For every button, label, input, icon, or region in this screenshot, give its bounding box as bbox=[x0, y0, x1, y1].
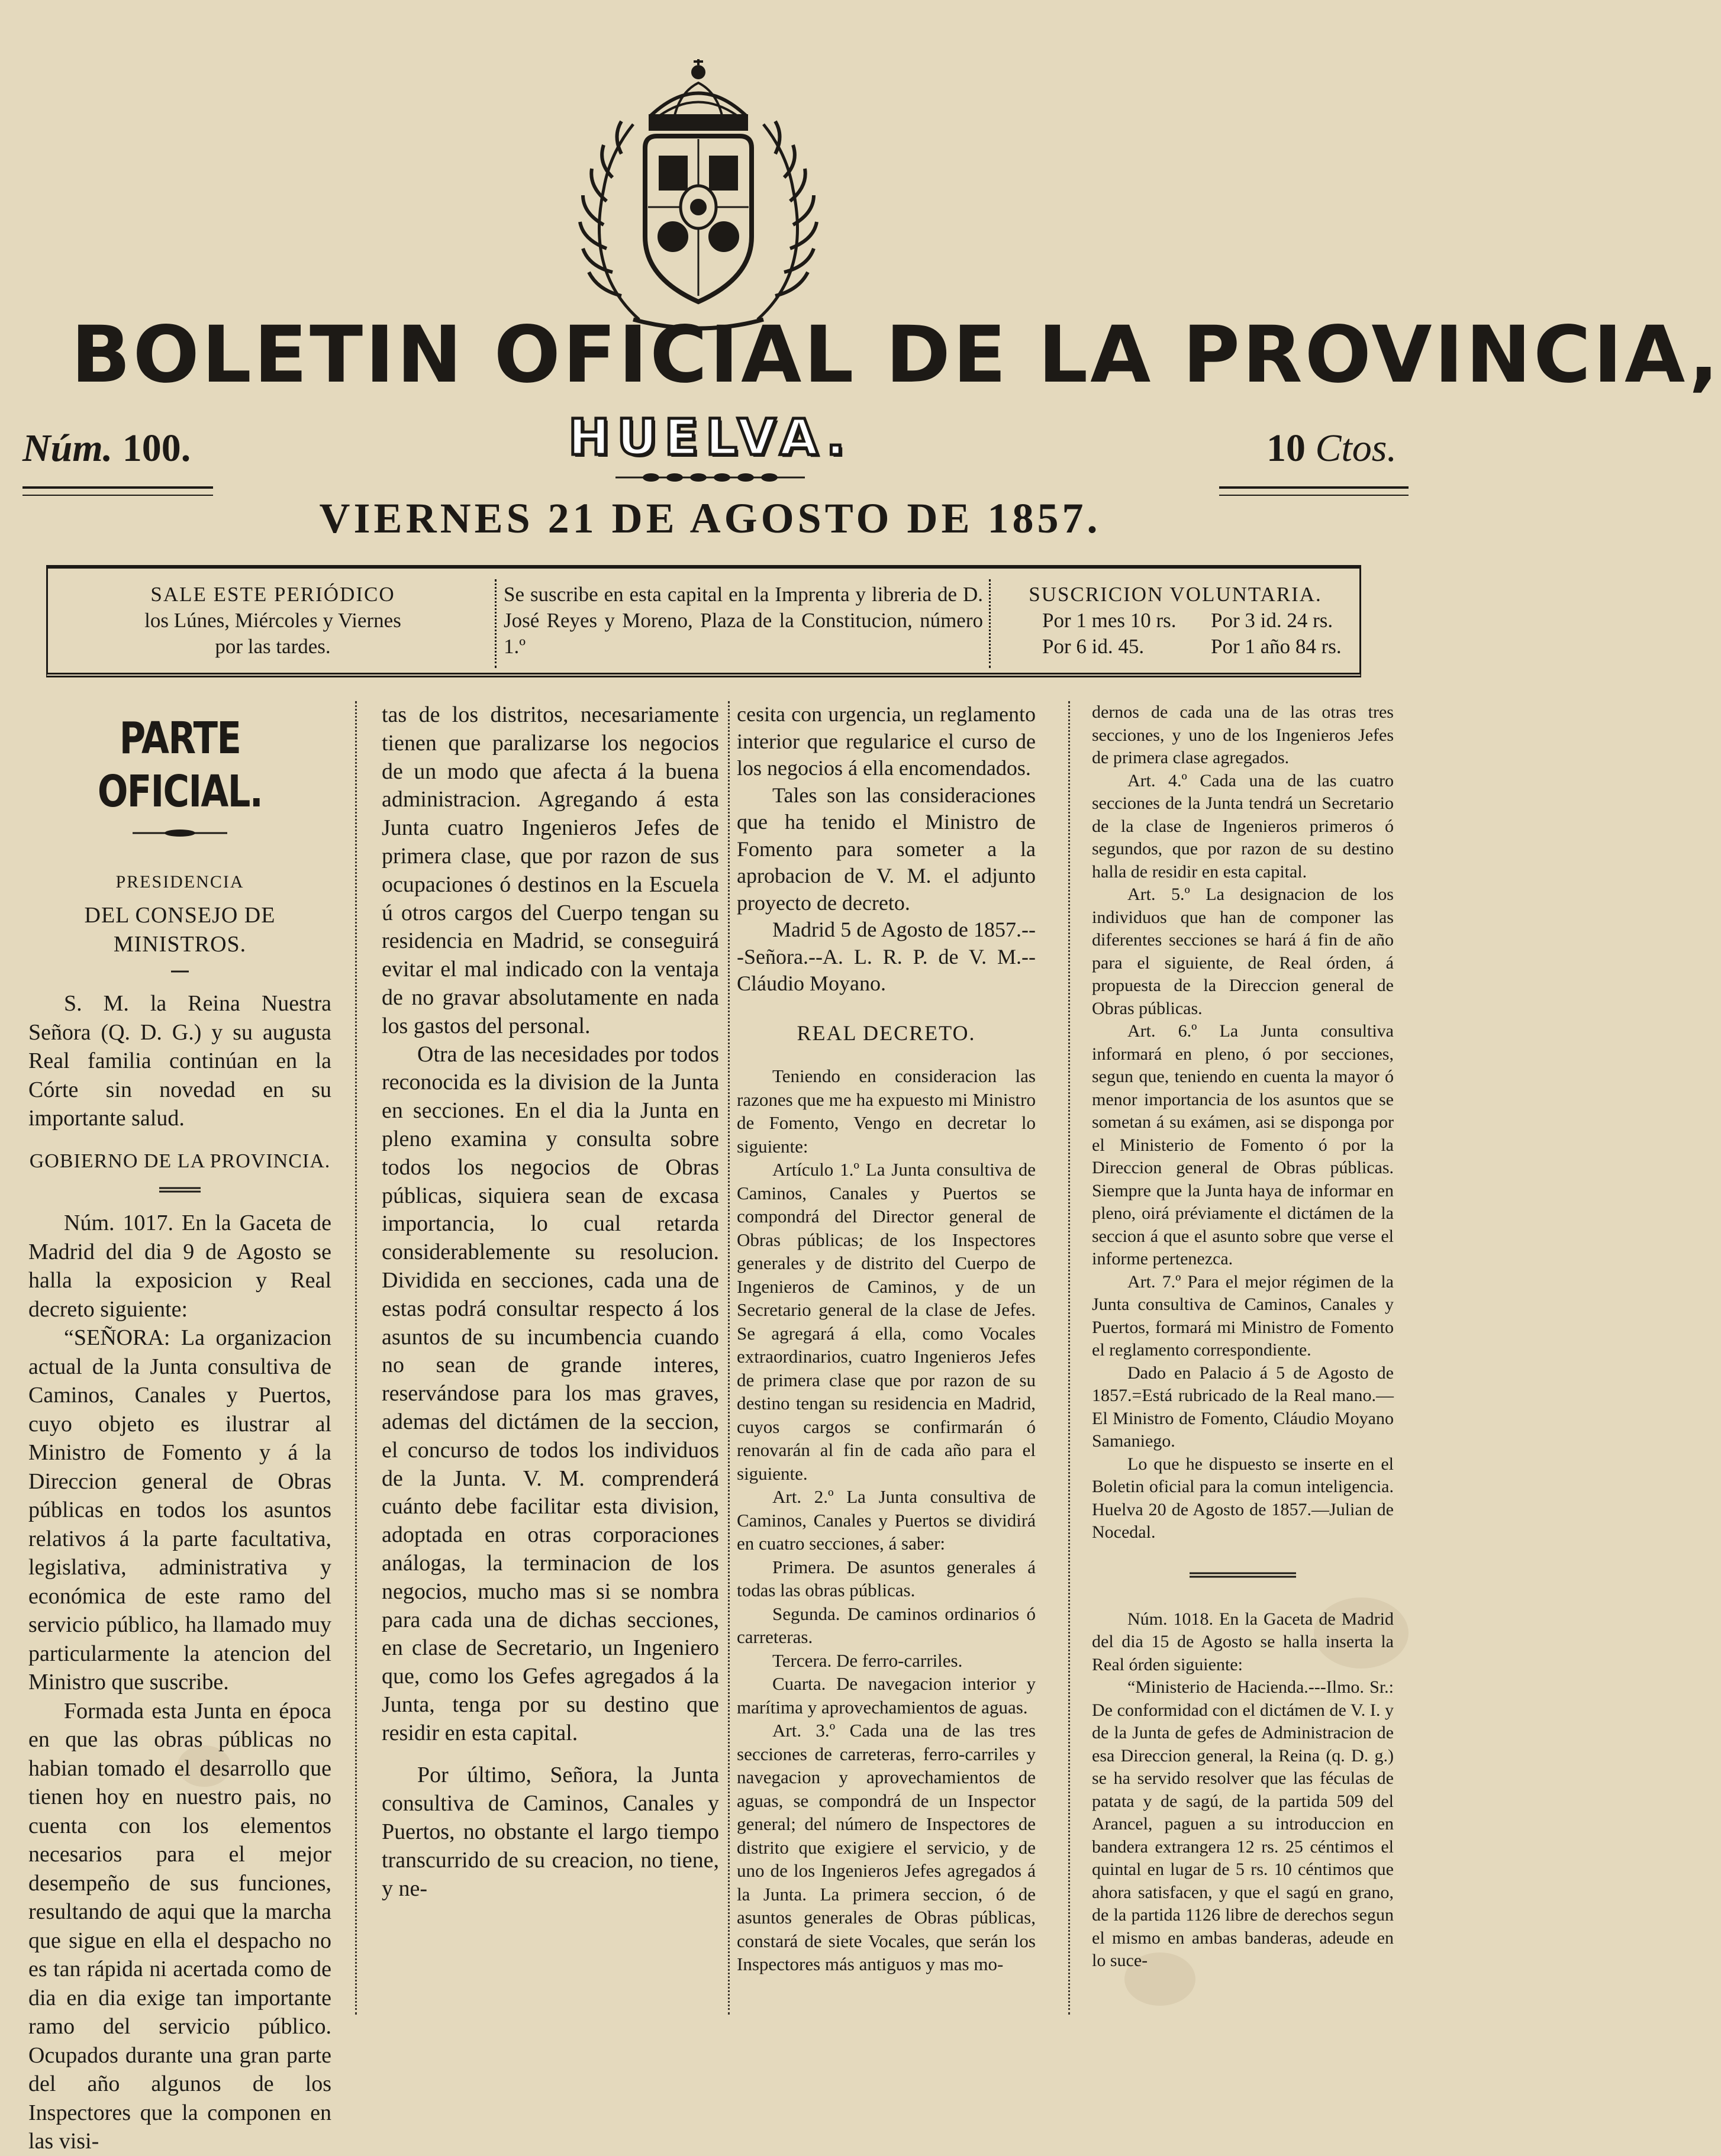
schedule-time: por las tardes. bbox=[215, 635, 331, 658]
issue-number-label: Núm. bbox=[22, 427, 113, 470]
paragraph: Cuarta. De navegacion interior y marítima y aprovechamientos de aguas. bbox=[737, 1673, 1036, 1718]
royal-coat-of-arms-icon bbox=[533, 59, 864, 331]
schedule-title: SALE ESTE PERIÓDICO bbox=[150, 583, 395, 606]
paragraph: cesita con urgencia, un reglamento interior que regularice el curso de los negocios á ella encomendados. bbox=[737, 702, 1036, 780]
paragraph: Art. 5.º La designacion de los individuos que han de componer las diferentes secciones se hará á fin de año para el siguiente, de Real órden, á propuesta de la Direccion general de Obras públicas. bbox=[1092, 885, 1394, 1018]
section-title: PARTE OFICIAL. bbox=[97, 713, 263, 817]
ornament-divider-icon bbox=[615, 470, 805, 485]
rate-item: Por 3 id. 24 rs. bbox=[1211, 609, 1333, 632]
double-rule-icon bbox=[159, 1186, 201, 1193]
paragraph: Art. 7.º Para el mejor régimen de la Junta consultiva de Caminos, Canales y Puertos, formará mi Ministro de Fomento el reglamento correspondiente. bbox=[1092, 1271, 1394, 1360]
paragraph: Teniendo en consideracion las razones que me ha expuesto mi Ministro de Fomento, Vengo en decretar lo siguiente: bbox=[737, 1066, 1036, 1157]
double-rule-icon bbox=[1190, 1571, 1296, 1579]
royal-health-notice: S. M. la Reina Nuestra Señora (Q. D. G.) y su augusta Real familia continúan en la Córte sin novedad en su importante salud. bbox=[28, 991, 331, 1131]
subscription-place: Se suscribe en esta capital en la Imprenta y libreria de D. José Reyes y Moreno, Plaza de la Constitucion, número 1.º bbox=[504, 583, 983, 658]
paragraph: Núm. 1018. En la Gaceta de Madrid del dia 15 de Agosto se halla inserta la Real órden siguiente: bbox=[1092, 1609, 1394, 1674]
paragraph: Tercera. De ferro-carriles. bbox=[772, 1650, 963, 1671]
issue-price bbox=[1213, 426, 1397, 471]
paragraph: “SEÑORA: La organizacion actual de la Junta consultiva de Caminos, Canales y Puertos, cuyo objeto es ilustrar al Ministro de Fomento y á la Direccion general de Obras públicas en todos los asuntos relativos á la parte facultativa, legislativa, administrativa y económica de este ramo del servicio público, ha llamado muy particularmente la atencion del Ministro que suscribe. bbox=[28, 1325, 331, 1695]
price-unit: Ctos. bbox=[1315, 427, 1397, 470]
issue-number-value: 100. bbox=[122, 427, 191, 470]
government-heading: GOBIERNO DE LA PROVINCIA. bbox=[29, 1150, 331, 1172]
paragraph: Formada esta Junta en época en que las obras públicas no habian tomado el desarrollo que tienen hoy en nuestro pais, no cuenta con los elementos necesarios para el mejor desempeño de sus funciones, resultando de aqui que la marcha que sigue en ella el despacho no es tan rápida ni acertada como de dia en dia exige tan importante ramo del servicio público. Ocupados durante una gran parte del año algunos de los Inspectores que la componen en las visi- bbox=[28, 1698, 331, 2154]
paragraph: Núm. 1017. En la Gaceta de Madrid del dia 9 de Agosto se halla la exposicion y Real decreto siguiente: bbox=[28, 1211, 331, 1322]
paragraph: Segunda. De caminos ordinarios ó carreteras. bbox=[737, 1603, 1036, 1647]
publication-schedule bbox=[60, 582, 486, 660]
rate-item: Por 1 año 84 rs. bbox=[1211, 635, 1342, 658]
ornament-rule-icon bbox=[133, 829, 227, 837]
publication-info-box bbox=[46, 565, 1361, 677]
issue-date: VIERNES 21 DE AGOSTO DE 1857. bbox=[319, 495, 1101, 542]
column-separator bbox=[1068, 701, 1070, 2015]
right-rule bbox=[1219, 486, 1409, 496]
council-heading: DEL CONSEJO DE MINISTROS. bbox=[84, 903, 276, 957]
presidency-heading: PRESIDENCIA bbox=[115, 872, 244, 892]
schedule-days: los Lúnes, Miércoles y Viernes bbox=[144, 609, 401, 632]
info-separator bbox=[495, 579, 497, 668]
paragraph: Dado en Palacio á 5 de Agosto de 1857.=Está rubricado de la Real mano.—El Ministro de Fomento, Cláudio Moyano Samaniego. bbox=[1092, 1363, 1394, 1451]
paragraph: Art. 4.º Cada una de las cuatro secciones de la Junta tendrá un Secretario de la clase de Ingenieros primeros ó segundos, que por razon de su destino halla de residir en esta capital. bbox=[1092, 770, 1394, 882]
subscription-title: SUSCRICION VOLUNTARIA. bbox=[1029, 583, 1322, 606]
issue-number bbox=[22, 426, 191, 471]
paragraph: Art. 3.º Cada una de las tres secciones de carreteras, ferro-carriles y navegacion y aprovechamientos de aguas, se compondrá de un Inspector general; del número de Inspectores de distrito que exigiere el servicio, y de uno de los Ingenieros Jefes agregados á la Junta. La primera seccion, ó de asuntos generales de Obras públicas, constará de siete Vocales, que serán los Inspectores más antiguos y mas mo- bbox=[737, 1720, 1036, 1974]
paragraph: Por último, Señora, la Junta consultiva de Caminos, Canales y Puertos, no obstante el largo tiempo transcurrido de su creacion, no tiene, y ne- bbox=[382, 1763, 719, 1901]
rate-item: Por 1 mes 10 rs. bbox=[1042, 609, 1177, 632]
column-4 bbox=[1092, 701, 1394, 1973]
paragraph: Art. 2.º La Junta consultiva de Caminos, Canales y Puertos se dividirá en cuatro secciones, á saber: bbox=[737, 1486, 1036, 1554]
price-value: 10 bbox=[1266, 427, 1306, 470]
paragraph: Art. 6.º La Junta consultiva informará en pleno, ó por secciones, segun que, teniendo en cuenta la mayor ó menor importancia de los asuntos que se sometan á su exámen, asi se disponga por el Ministerio de Fomento ó por la Direccion general de Obras públicas. Siempre que la Junta haya de informar en pleno, oirá préviamente el dictámen de la seccion á que el asunto sobre que verse el informe pertenezca. bbox=[1092, 1021, 1394, 1269]
rate-item: Por 6 id. 45. bbox=[1042, 635, 1145, 658]
subscription-rates bbox=[995, 582, 1356, 660]
info-separator bbox=[989, 579, 991, 668]
paragraph: “Ministerio de Hacienda.---Ilmo. Sr.: De conformidad con el dictámen de V. I. y de la Junta de gefes de Administracion de esa Direccion general, la Reina (q. D. g.) se ha servido resolver que las féculas de patata y de sagú, de la partida 509 del Arancel, paguen a su introduccion en bandera extrangera 12 rs. 25 céntimos el quintal en lugar de 5 rs. 10 céntimos que ahora satisfacen, y que el sagú en grano, de la partida 1126 libre de derechos segun el mismo en ambas banderas, adeude en lo suce- bbox=[1092, 1677, 1394, 1970]
column-separator bbox=[728, 701, 730, 2015]
paragraph: Otra de las necesidades por todos reconocida es la division de la Junta en secciones. En el dia la Junta en pleno examina y consulta sobre todos los negocios de Obras públicas, siquiera sean de excasa importancia, lo cual retarda considerablemente su resolucion. Dividida en secciones, cada una de estas podrá consultar respecto á los asuntos de su incumbencia cuando no sean de grande interes, reservándose para los mas graves, ademas del dictámen de la seccion, el concurso de todos los individuos de la Junta. V. M. comprenderá cuánto debe facilitar esta division, adoptada en otras corporaciones análogas, la terminacion de los negocios, mucho mas si se nombra para cada una de dichas secciones, en clase de Secretario, un Ingeniero que, como los Gefes agregados á la Junta, tenga por su destino que residir en esta capital. bbox=[382, 1041, 719, 1745]
paragraph: Madrid 5 de Agosto de 1857.---Señora.--A. L. R. P. de V. M.--Cláudio Moyano. bbox=[737, 918, 1036, 995]
paragraph: Tales son las consideraciones que ha tenido el Ministro de Fomento para someter a la aprobacion de V. M. el adjunto proyecto de decreto. bbox=[737, 783, 1036, 915]
column-3 bbox=[737, 701, 1036, 1976]
paragraph: Primera. De asuntos generales á todas las obras públicas. bbox=[737, 1556, 1036, 1600]
column-2 bbox=[382, 701, 719, 1903]
city-name: HUELVA. bbox=[568, 408, 852, 466]
decree-heading: REAL DECRETO. bbox=[797, 1021, 976, 1045]
paragraph: tas de los distritos, necesariamente tienen que paralizarse los negocios de un modo que afecta á la buena administracion. Agregando á esta Junta cuatro Ingenieros Jefes de primera clase, que por razon de sus ocupaciones ó destinos en la Escuela ú otros cargos del Cuerpo tengan su residencia en Madrid, se conseguirá evitar el mal indicado con la ventaja de no gravar absolutamente en nada los gastos del personal. bbox=[382, 702, 719, 1038]
paragraph: Artículo 1.º La Junta consultiva de Caminos, Canales y Puertos se compondrá del Director general de Obras públicas; de los Inspectores generales y de distrito del Cuerpo de Ingenieros de Caminos, y de un Secretario general de la clase de Jefes. Se agregará á ella, como Vocales extraordinarios, cuatro Ingenieros Jefes de primera clase que por razon de su destino tengan su residencia en Madrid, cuyos cargos se confirmarán ó renovarán al fin de cada año para el siguiente. bbox=[737, 1159, 1036, 1484]
paragraph: dernos de cada una de las otras tres secciones, y uno de los Ingenieros Jefes de primera clase agregados. bbox=[1092, 702, 1394, 767]
newspaper-title: BOLETIN OFICIAL DE LA PROVINCIA, bbox=[71, 309, 1721, 401]
column-separator bbox=[355, 701, 357, 2015]
paragraph: Lo que he dispuesto se inserte en el Boletin oficial para la comun inteligencia. Huelva 20 de Agosto de 1857.—Julian de Nocedal. bbox=[1092, 1454, 1394, 1542]
dash-rule-icon bbox=[171, 969, 189, 974]
column-1 bbox=[28, 701, 331, 2156]
